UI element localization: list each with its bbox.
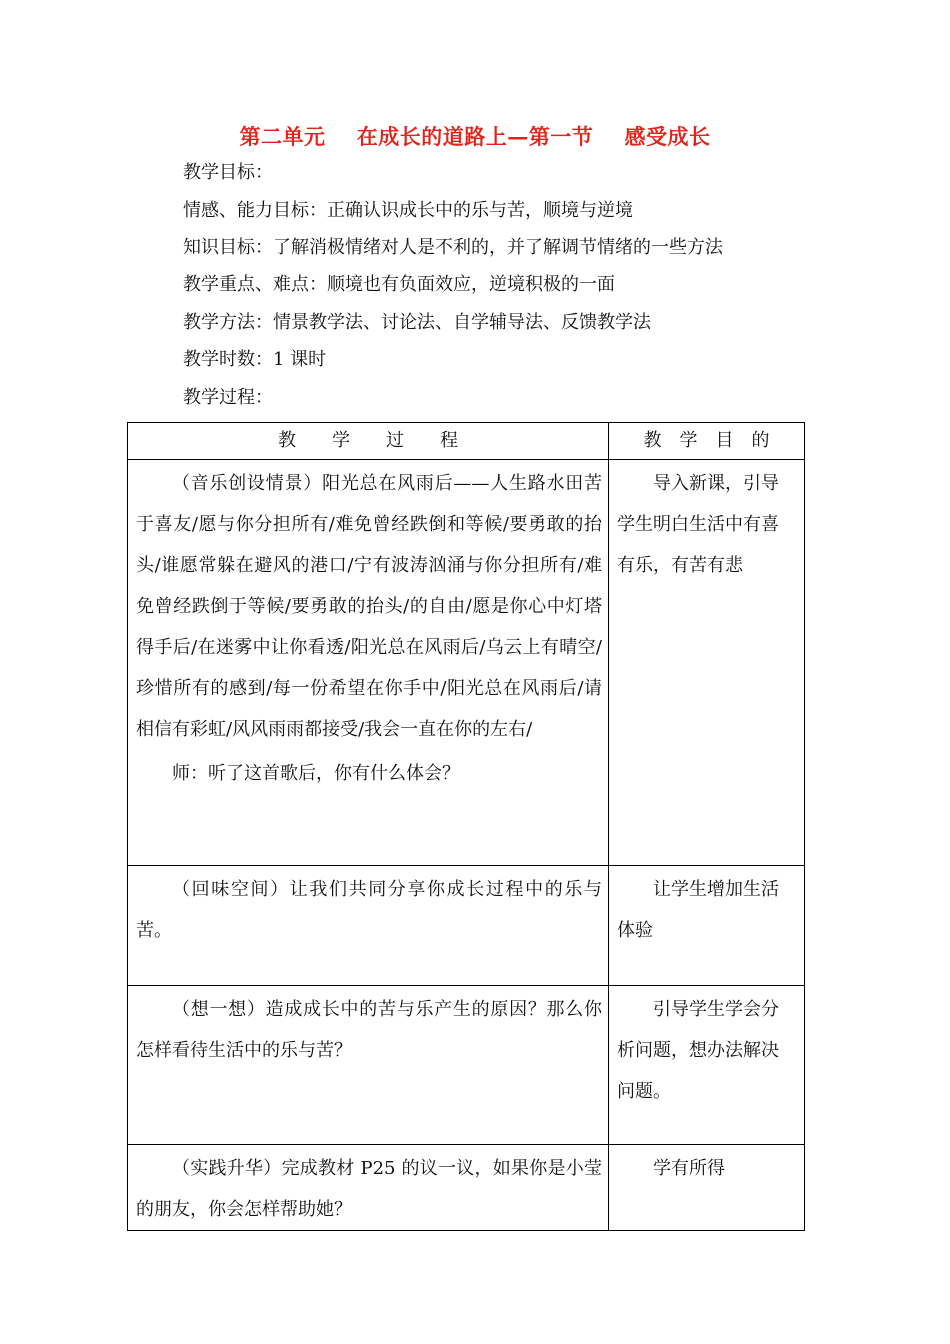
teaching-hours: 教学时数：1 课时 bbox=[183, 349, 327, 370]
aim-text: 学有所得 bbox=[653, 1158, 725, 1179]
teaching-process-label: 教学过程： bbox=[183, 387, 273, 408]
table-row bbox=[128, 460, 805, 866]
process-text: （回味空间）让我们共同分享你成长过程中的乐与苦。 bbox=[136, 879, 602, 941]
aim-cell bbox=[609, 986, 805, 1145]
process-cell bbox=[128, 866, 609, 986]
aim-cell bbox=[609, 1145, 805, 1231]
process-text: （想一想）造成成长中的苦与乐产生的原因？那么你怎样看待生活中的乐与苦？ bbox=[136, 999, 602, 1061]
teaching-methods: 教学方法：情景教学法、讨论法、自学辅导法、反馈教学法 bbox=[183, 312, 651, 333]
aim-text: 导入新课，引导学生明白生活中有喜有乐，有苦有悲 bbox=[617, 473, 779, 576]
aim-text: 引导学生学会分析问题，想办法解决问题。 bbox=[617, 999, 779, 1102]
header-aim: 教 学 目 的 bbox=[609, 423, 805, 460]
process-question: 师：听了这首歌后，你有什么体会？ bbox=[172, 763, 460, 784]
process-text: （音乐创设情景）阳光总在风雨后——人生路水田苦于喜友/愿与你分担所有/难免曾经跌倒和等候/要勇敢的抬头/谁愿常躲在避风的港口/宁有波涛汹涌与你分担所有/难免曾经跌倒于等候/要勇敢的抬头/的自由/愿是你心中灯塔得手后/在迷雾中让你看透/阳光总在风雨后/乌云上有晴空/珍惜所有的感到/每一份希望在你手中/阳光总在风雨后/请相信有彩虹/风风雨雨都接受/我会一直在你的左右/ bbox=[136, 473, 602, 740]
aim-cell bbox=[609, 866, 805, 986]
process-cell bbox=[128, 986, 609, 1145]
teaching-objectives-label: 教学目标： bbox=[183, 162, 273, 183]
table-row bbox=[128, 1145, 805, 1231]
process-cell bbox=[128, 460, 609, 866]
process-cell bbox=[128, 1145, 609, 1231]
aim-text: 让学生增加生活体验 bbox=[617, 879, 779, 941]
knowledge-objective: 知识目标：了解消极情绪对人是不利的，并了解调节情绪的一些方法 bbox=[183, 237, 723, 258]
table-row bbox=[128, 866, 805, 986]
document-title: 第二单元 在成长的道路上—第一节 感受成长 bbox=[239, 124, 711, 149]
aim-cell bbox=[609, 460, 805, 866]
teaching-process-table bbox=[127, 422, 805, 1231]
emotion-ability-objective: 情感、能力目标：正确认识成长中的乐与苦，顺境与逆境 bbox=[183, 200, 633, 221]
table-row bbox=[128, 986, 805, 1145]
table-header-row bbox=[128, 423, 805, 460]
key-difficult-points: 教学重点、难点：顺境也有负面效应，逆境积极的一面 bbox=[183, 274, 615, 295]
header-process: 教 学 过 程 bbox=[128, 423, 609, 460]
process-text: （实践升华）完成教材 P25 的议一议，如果你是小莹的朋友，你会怎样帮助她？ bbox=[136, 1158, 602, 1220]
